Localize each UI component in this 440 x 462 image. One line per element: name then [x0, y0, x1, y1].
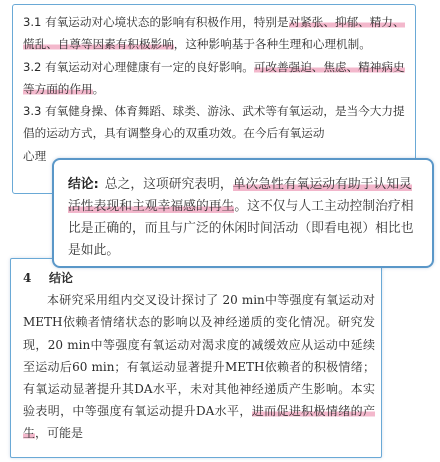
- summary-highlight: 单次急性有氧运动有助于认知灵活性表现和主观幸福感的再生: [68, 177, 412, 214]
- paragraph-3-1: [23, 11, 407, 56]
- p3-text: 3.3 有氧健身操、体育舞蹈、球类、游泳、武术等有氧运动，是当今大力提倡的运动方式，具有调整身心的双重功效。在今后有氧运动: [23, 104, 405, 141]
- conclusion-paragraph: [23, 289, 375, 444]
- body-text: 本研究采用组内交叉设计探讨了 20 min中等强度有氧运动对METH依赖者情绪状态的影响以及神经递质的变化情况。研究发现，20 min中等强度有氧运动对渴求度的减缓效应从运动中延续至运动后60 min；有氧运动显著提升METH依赖者的积极情绪；有氧运动显著提升其DA水平，未对其他神经递质产生影响。本实验表明，中等强度有氧运动提升DA水平，: [23, 293, 375, 419]
- paragraph-3-2: [23, 56, 407, 101]
- p1-highlight: 对紧张、抑郁、精力、慌乱、自尊等因素有积极影响: [23, 15, 405, 52]
- p3-tail: 心理: [23, 148, 47, 163]
- section-number: 4: [23, 271, 32, 285]
- summary-text: 总之，这项研究表明，: [104, 177, 233, 192]
- conclusion-summary: [68, 174, 422, 262]
- paragraph-3-3: [23, 100, 407, 145]
- p2-text-end: 。: [92, 81, 105, 96]
- p2-text: 3.2 有氧运动对心理健康有一定的良好影响。: [23, 59, 254, 74]
- p1-text-end: ，这种影响基于各种生理和心理机制。: [173, 37, 371, 52]
- p1-text: 3.1 有氧运动对心境状态的影响有积极作用，特别是: [23, 15, 289, 29]
- conclusion-lead: 结论:: [68, 177, 99, 192]
- section-heading: [23, 267, 375, 289]
- summary-text-end: 。这不仅与人工主动控制治疗相比是正确的，而且与广泛的休闲时间活动（即看电视）相比也是如此。: [68, 199, 414, 258]
- middle-text-excerpt: [52, 158, 434, 268]
- p2-highlight: 可改善强迫、焦虑、精神病史等方面的作用: [23, 59, 405, 96]
- body-highlight: 进而促进积极情绪的产生: [23, 404, 375, 441]
- section-title: 结论: [49, 271, 74, 285]
- body-text-end: ，可能是: [35, 426, 84, 441]
- bottom-text-excerpt: [10, 258, 382, 458]
